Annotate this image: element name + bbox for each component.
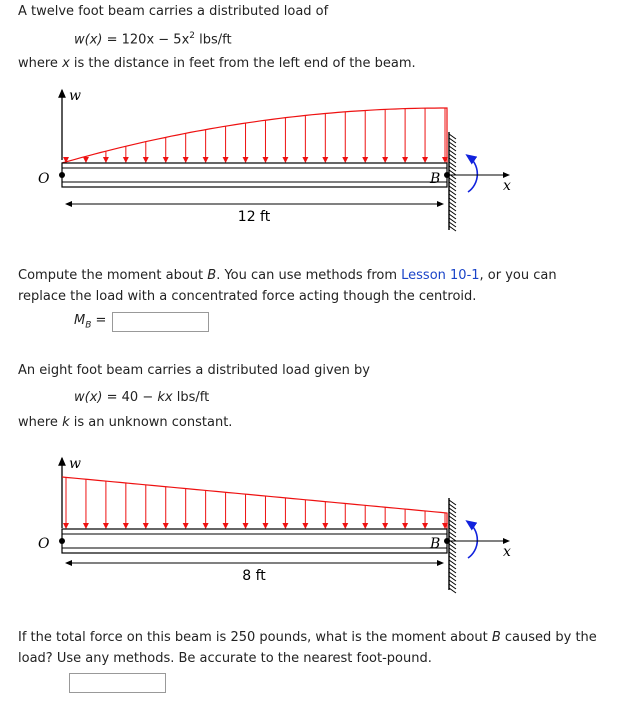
load-arrowhead bbox=[282, 157, 288, 163]
mb-label bbox=[74, 313, 106, 331]
w-axis-label: w bbox=[69, 456, 81, 472]
problem1-question bbox=[18, 265, 618, 307]
load-arrowhead bbox=[422, 157, 428, 163]
load-arrowhead bbox=[302, 523, 308, 529]
problem2-question-line2: load? Use any methods. Be accurate to the nearest foot-pound. bbox=[18, 651, 432, 666]
load-arrowhead bbox=[322, 523, 328, 529]
origin-point bbox=[59, 172, 65, 178]
problem2-eq-k: kx bbox=[157, 390, 173, 405]
x-axis-label: x bbox=[503, 178, 511, 194]
load-arrowhead bbox=[183, 157, 189, 163]
problem1-eq-unit: lbs/ft bbox=[195, 32, 232, 48]
load-arrowhead bbox=[243, 523, 249, 529]
problem1-compute-c: , or you can bbox=[479, 268, 557, 283]
problem2-where-var: k bbox=[62, 415, 70, 430]
load-arrowhead bbox=[382, 157, 388, 163]
load-arrowhead bbox=[103, 523, 109, 529]
origin-label: O bbox=[38, 171, 50, 187]
problem1-where-b: is the distance in feet from the left end of the beam. bbox=[69, 56, 416, 71]
problem2-where bbox=[18, 415, 232, 430]
load-arrowhead bbox=[342, 523, 348, 529]
problem2-eq-rhs: = 40 − bbox=[102, 390, 158, 405]
load-arrowhead bbox=[362, 523, 368, 529]
load-arrows bbox=[63, 108, 448, 163]
load-arrows bbox=[63, 477, 448, 529]
w-axis-label: w bbox=[69, 88, 81, 104]
problem2-question-b: caused by the bbox=[500, 630, 597, 645]
load-curve bbox=[62, 108, 447, 163]
load-arrowhead bbox=[382, 523, 388, 529]
mb-label-eq: = bbox=[91, 313, 107, 328]
load-arrowhead bbox=[143, 523, 149, 529]
origin-point bbox=[59, 538, 65, 544]
load-arrowhead bbox=[83, 523, 89, 529]
load-arrowhead bbox=[402, 523, 408, 529]
load-arrowhead bbox=[83, 157, 89, 163]
load-arrowhead bbox=[223, 157, 229, 163]
lesson-link[interactable]: Lesson 10-1 bbox=[401, 268, 480, 283]
point-b-label: B bbox=[430, 171, 441, 187]
problem2-equation bbox=[74, 390, 209, 405]
problem2-question-var: B bbox=[491, 630, 501, 645]
beam-body bbox=[62, 163, 447, 187]
load-arrowhead bbox=[362, 157, 368, 163]
moment-answer-input[interactable] bbox=[69, 673, 166, 693]
beam-body bbox=[62, 529, 447, 553]
moment-arrow bbox=[468, 156, 477, 192]
origin-label: O bbox=[38, 536, 50, 552]
load-arrowhead bbox=[203, 523, 209, 529]
wall-hatch bbox=[449, 500, 456, 593]
load-arrowhead bbox=[223, 523, 229, 529]
load-line bbox=[62, 477, 447, 529]
problem2-question-a: If the total force on this beam is 250 pounds, what is the moment about bbox=[18, 630, 492, 645]
load-arrowhead bbox=[203, 157, 209, 163]
beam-figure-1 bbox=[0, 80, 628, 240]
load-arrowhead bbox=[63, 523, 69, 529]
mb-label-main: M bbox=[74, 313, 86, 328]
problem2-where-a: where bbox=[18, 415, 63, 430]
load-arrowhead bbox=[243, 157, 249, 163]
mb-answer-input[interactable] bbox=[112, 312, 209, 332]
problem1-where-a: where bbox=[18, 56, 63, 71]
problem1-eq-exponent: 2 bbox=[189, 31, 196, 41]
problem2-eq-unit: lbs/ft bbox=[172, 390, 210, 405]
load-arrowhead bbox=[282, 523, 288, 529]
problem2-eq-lhs: w(x) bbox=[74, 390, 103, 405]
x-axis-label: x bbox=[503, 544, 511, 560]
load-arrowhead bbox=[143, 157, 149, 163]
length-label: 12 ft bbox=[237, 209, 271, 225]
problem1-compute-a: Compute the moment about bbox=[18, 268, 208, 283]
point-b-label: B bbox=[430, 536, 441, 552]
problem1-intro: A twelve foot beam carries a distributed load of bbox=[18, 4, 329, 19]
load-arrowhead bbox=[163, 157, 169, 163]
load-arrowhead bbox=[123, 157, 129, 163]
load-arrowhead bbox=[262, 157, 268, 163]
load-arrowhead bbox=[103, 157, 109, 163]
problem2-where-b: is an unknown constant. bbox=[69, 415, 233, 430]
mb-label-sub: B bbox=[85, 320, 92, 331]
load-arrowhead bbox=[262, 523, 268, 529]
problem1-equation bbox=[74, 31, 232, 47]
beam-figure-2 bbox=[0, 440, 628, 600]
moment-arrow bbox=[468, 522, 477, 558]
problem1-where bbox=[18, 56, 416, 71]
load-arrowhead bbox=[402, 157, 408, 163]
problem1-compute-line2: replace the load with a concentrated force acting though the centroid. bbox=[18, 289, 477, 304]
load-arrowhead bbox=[322, 157, 328, 163]
load-arrowhead bbox=[422, 523, 428, 529]
problem1-eq-rhs: = 120x − 5x bbox=[102, 32, 190, 48]
load-arrowhead bbox=[342, 157, 348, 163]
load-arrowhead bbox=[183, 523, 189, 529]
problem1-eq-lhs: w(x) bbox=[74, 32, 103, 48]
problem1-compute-var: B bbox=[207, 268, 217, 283]
problem2-question bbox=[18, 627, 628, 669]
load-arrowhead bbox=[123, 523, 129, 529]
problem1-compute-b: . You can use methods from bbox=[216, 268, 402, 283]
load-arrowhead bbox=[163, 523, 169, 529]
load-arrowhead bbox=[302, 157, 308, 163]
problem2-intro: An eight foot beam carries a distributed load given by bbox=[18, 363, 370, 378]
wall-hatch bbox=[449, 134, 456, 231]
length-label: 8 ft bbox=[242, 568, 266, 584]
problem1-where-var: x bbox=[62, 56, 70, 71]
